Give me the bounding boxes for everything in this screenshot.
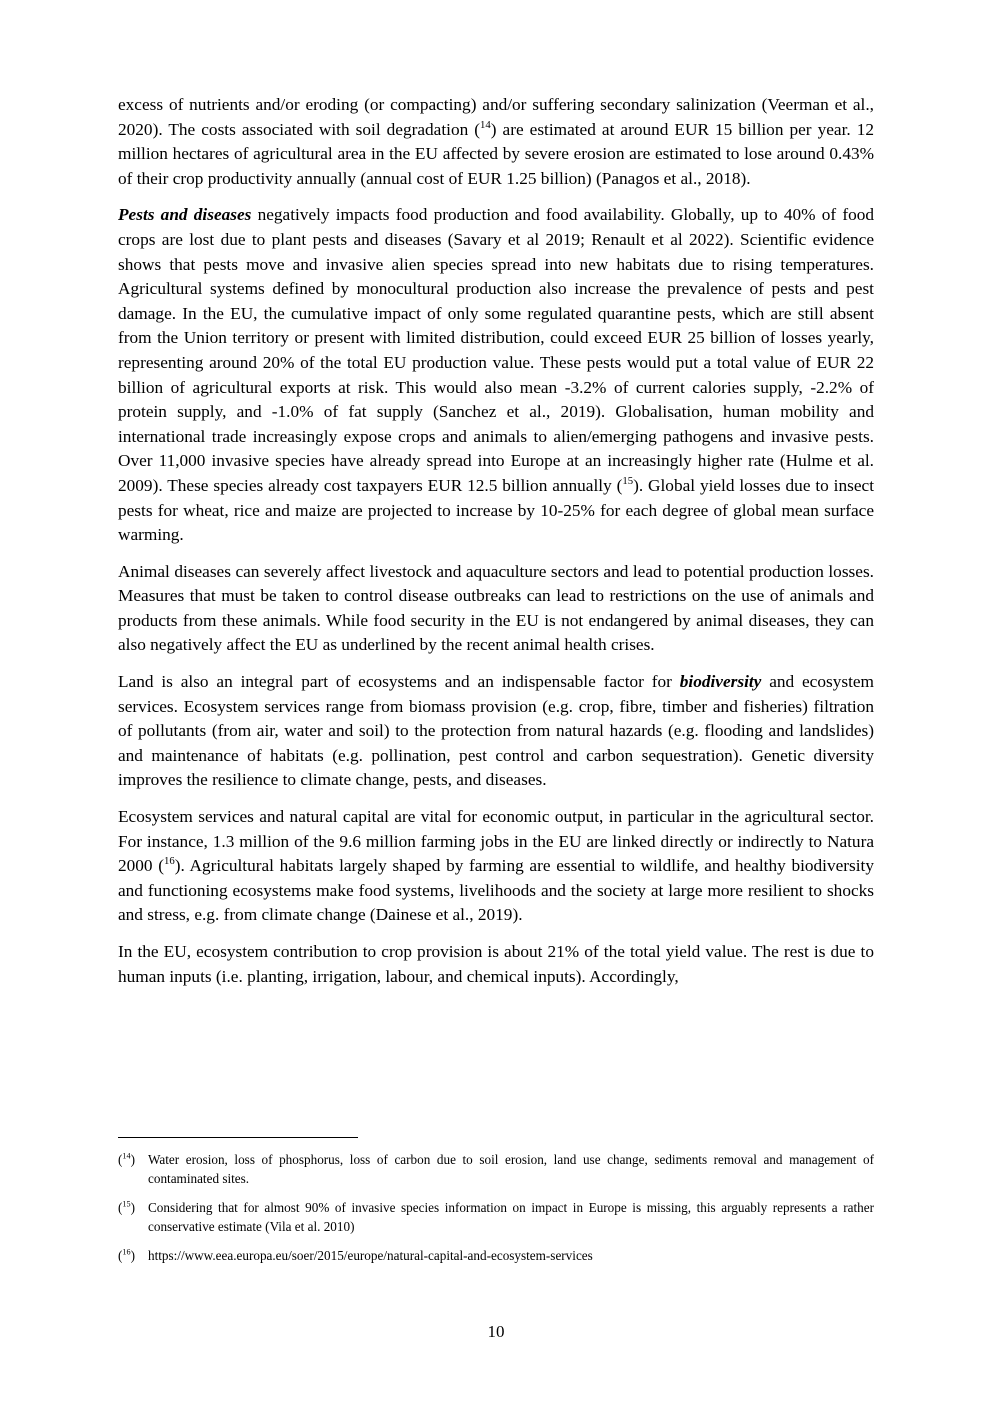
footnote-ref-15[interactable]: 15 bbox=[622, 475, 634, 488]
paragraph-soil-degradation: excess of nutrients and/or eroding (or compacting) and/or suffering secondary salinization (Veerman et al., 2020). The costs associated with soil degradation ($^{14}$) are estimated at around EUR 15 billion per year. 12 million hectares of agricultural area in the EU affected by severe erosion are estimated to lose around 0.43% of their crop productivity annually (annual cost of EUR 1.25 billion) (Panagos et al., 2018). bbox=[118, 95, 875, 188]
paragraph-biodiversity: Land is also an integral part of ecosystems and an indispensable factor for biodiversity and ecosystem services. Ecosystem services range from biomass provision (e.g. crop, fibre, timber and fisheries) filtration of pollutants (from air, water and soil) to the protection from natural hazards (e.g. flooding and landslides) and maintenance of habitats (e.g. pollination, pest control and carbon sequestration). Genetic diversity improves the resilience to climate change, pests, and diseases. bbox=[118, 672, 874, 790]
paragraph-pests-diseases: Pests and diseases negatively impacts food production and food availability. Globally, up to 40% of food crops are lost due to plant pests and diseases (Savary et al 2019; Renault et al 2022). Scientific evidence shows that pests move and invasive alien species spread into new habitats due to rising temperatures. Agricultural systems defined by monocultural production also increase the prevalence of pests and pest damage. In the EU, the cumulative impact of only some regulated quarantine pests, which are still absent from the Union territory or present with limited distribution, could exceed EUR 25 billion of losses yearly, representing around 20% of the total EU production value. These pests would put a total value of EUR 22 billion of agricultural exports at risk. This would also mean -3.2% of current calories supply, -2.2% of protein supply, and -1.0% of fat supply (Sanchez et al., 2019). Globalisation, human mobility and international trade increasingly expose crops and animals to alien/emerging pathogens and invasive pests. Over 11,000 invasive species have already spread into Europe at an increasingly higher rate (Hulme et al. 2009). These species already cost taxpayers EUR 12.5 billion annually ($^{15}$). Global yield losses due to insect pests for wheat, rice and maize are projected to increase by 10-25% for each degree of global mean surface warming. bbox=[118, 205, 874, 545]
term-biodiversity: biodiversity bbox=[679, 672, 762, 692]
footnote-number: 14 bbox=[122, 1151, 131, 1161]
footnote-number: 16 bbox=[122, 1247, 131, 1257]
paragraph-crop-provision: In the EU, ecosystem contribution to crop provision is about 21% of the total yield value. The rest is due to human inputs (i.e. planting, irrigation, labour, and chemical inputs). Accordingly, bbox=[118, 942, 874, 986]
page-number: 10 bbox=[487, 1322, 505, 1341]
footnote-16: ($^{16}$) https://www.eea.europa.eu/soer/2015/europe/natural-capital-and-ecosystem-services bbox=[118, 1246, 874, 1265]
paragraph-ecosystem-services: Ecosystem services and natural capital are vital for economic output, in particular in the agricultural sector. For instance, 1.3 million of the 9.6 million farming jobs in the EU are linked directly or indirectly to Natura 2000 ($^{16}$). Agricultural habitats largely shaped by farming are essential to wildlife, and healthy biodiversity and functioning ecosystems make food systems, livelihoods and the society at large more resilient to shocks and stress, e.g. from climate change (Dainese et al., 2019). bbox=[118, 807, 874, 925]
term-pests-and-diseases: Pests and diseases bbox=[118, 205, 252, 225]
footnote-14: ($^{14}$) Water erosion, loss of phosphorus, loss of carbon due to soil erosion, land use change, sediments removal and management of contaminated sites. bbox=[118, 1151, 874, 1186]
footnote-ref-14[interactable]: 14 bbox=[480, 118, 491, 131]
footnote-link[interactable]: https://www.eea.europa.eu/soer/2015/europe/natural-capital-and-ecosystem-services bbox=[148, 1248, 593, 1263]
paragraph-animal-diseases: Animal diseases can severely affect livestock and aquaculture sectors and lead to potential production losses. Measures that must be taken to control disease outbreaks can lead to restrictions on the use of animals and products from these animals. While food security in the EU is not endangered by animal diseases, they can also negatively affect the EU as underlined by the recent animal health crises. bbox=[118, 561, 874, 655]
footnotes bbox=[118, 1150, 874, 1275]
footnote-number: 15 bbox=[122, 1199, 131, 1209]
footnote-ref-16[interactable]: 16 bbox=[164, 855, 175, 868]
footnote-15: ($^{15}$) Considering that for almost 90% of invasive species information on impact in Europe is missing, this arguably represents a rather conservative estimate (Vila et al. 2010) bbox=[118, 1199, 874, 1234]
footnote-text: Considering that for almost 90% of invasive species information on impact in Europe is missing, this arguably represents a rather conservative estimate (Vila et al. 2010) bbox=[148, 1200, 874, 1234]
footnote-separator bbox=[118, 1137, 358, 1138]
body-text bbox=[118, 93, 874, 1001]
footnote-text: Water erosion, loss of phosphorus, loss of carbon due to soil erosion, land use change, sediments removal and management of contaminated sites. bbox=[148, 1152, 874, 1186]
